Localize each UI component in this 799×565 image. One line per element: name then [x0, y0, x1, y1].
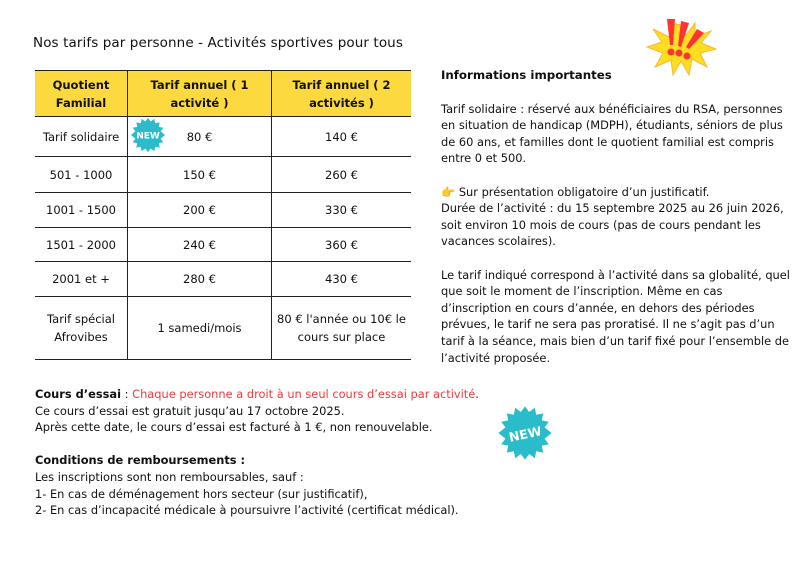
cell: 430 €: [272, 262, 412, 297]
trial-label: Cours d’essai: [35, 387, 122, 401]
table-row: [35, 157, 411, 193]
cell: 200 €: [128, 193, 272, 228]
info-duree: Durée de l’activité : du 15 septembre 2025 au 26 juin 2026, soit environ 10 mois de cours (pas de cours pendant les vacances scolaires).: [441, 201, 784, 249]
sep: :: [121, 387, 133, 401]
table-row: [35, 262, 411, 297]
trial-section: [35, 386, 479, 436]
cell: 240 €: [128, 228, 272, 262]
cell: 260 €: [272, 157, 412, 193]
dot: .: [475, 387, 479, 401]
new-badge-icon: [497, 405, 553, 461]
info-justificatif: Sur présentation obligatoire d’un justificatif.: [458, 184, 710, 199]
trial-highlight: Chaque personne a droit à un seul cours d’essai par activité: [132, 387, 476, 401]
cell: 330 €: [272, 193, 412, 228]
refund-section: [35, 452, 479, 518]
cell: Tarif solidaire: [35, 117, 128, 157]
table-row: [35, 297, 411, 360]
badge-text: NEW: [507, 423, 543, 445]
info-heading: Informations importantes: [441, 68, 612, 82]
trial-line: Ce cours d’essai est gratuit jusqu’au 17 octobre 2025.: [35, 403, 345, 418]
price-table: [35, 70, 411, 360]
info-tarif-global: Le tarif indiqué correspond à l’activité dans sa globalité, quel que soit le moment de l’inscription. Même en cas d’inscription en cours d’année, en dehors des périodes prévues, le tarif ne sera pas proratisé. Il ne s’agit pas d’un tarif à la séance, mais bien d’un tarif fixé pour l’ensemble de l’activité proposée.: [441, 267, 790, 365]
cell: 80 €: [128, 117, 272, 157]
cell: 1001 - 1500: [35, 193, 128, 228]
refund-line: Les inscriptions sont non remboursables, sauf :: [35, 469, 304, 484]
table-header: [35, 71, 411, 117]
info-panel: [441, 67, 791, 383]
header-tarif-2: Tarif annuel ( 2 activités ): [272, 71, 412, 117]
page-title: Nos tarifs par personne - Activités sportives pour tous: [33, 35, 403, 51]
cell: 140 €: [272, 117, 412, 157]
cell: 150 €: [128, 157, 272, 193]
table-row: [35, 193, 411, 228]
table-row: [35, 117, 411, 157]
new-badge-icon: [130, 117, 166, 153]
cell: 1501 - 2000: [35, 228, 128, 262]
trial-line: Après cette date, le cours d’essai est facturé à 1 €, non renouvelable.: [35, 420, 433, 435]
cell: 501 - 1000: [35, 157, 128, 193]
cell: 80 € l'année ou 10€ le cours sur place: [272, 297, 412, 360]
refund-line: 2- En cas d’incapacité médicale à poursuivre l’activité (certificat médical).: [35, 503, 459, 518]
header-quotient: Quotient Familial: [35, 71, 128, 117]
cell: 1 samedi/mois: [128, 297, 272, 360]
table-row: [35, 228, 411, 262]
badge-text: NEW: [136, 131, 160, 142]
refund-line: 1- En cas de déménagement hors secteur (sur justificatif),: [35, 486, 368, 501]
info-solidaire: Tarif solidaire : réservé aux bénéficiaires du RSA, personnes en situation de handicap (MDPH), étudiants, séniors de plus de 60 ans, et familles dont le quotient familial est compris entre 0 et 500.: [441, 101, 783, 166]
bottom-section: [35, 386, 479, 535]
pointing-hand-icon: 👉: [441, 184, 456, 199]
header-tarif-1: Tarif annuel ( 1 activité ): [128, 71, 272, 117]
cell: 280 €: [128, 262, 272, 297]
cell: 360 €: [272, 228, 412, 262]
refund-heading: Conditions de remboursements :: [35, 453, 246, 468]
cell: Tarif spécial Afrovibes: [35, 297, 128, 360]
cell: 2001 et +: [35, 262, 128, 297]
info-duration: [441, 184, 791, 250]
